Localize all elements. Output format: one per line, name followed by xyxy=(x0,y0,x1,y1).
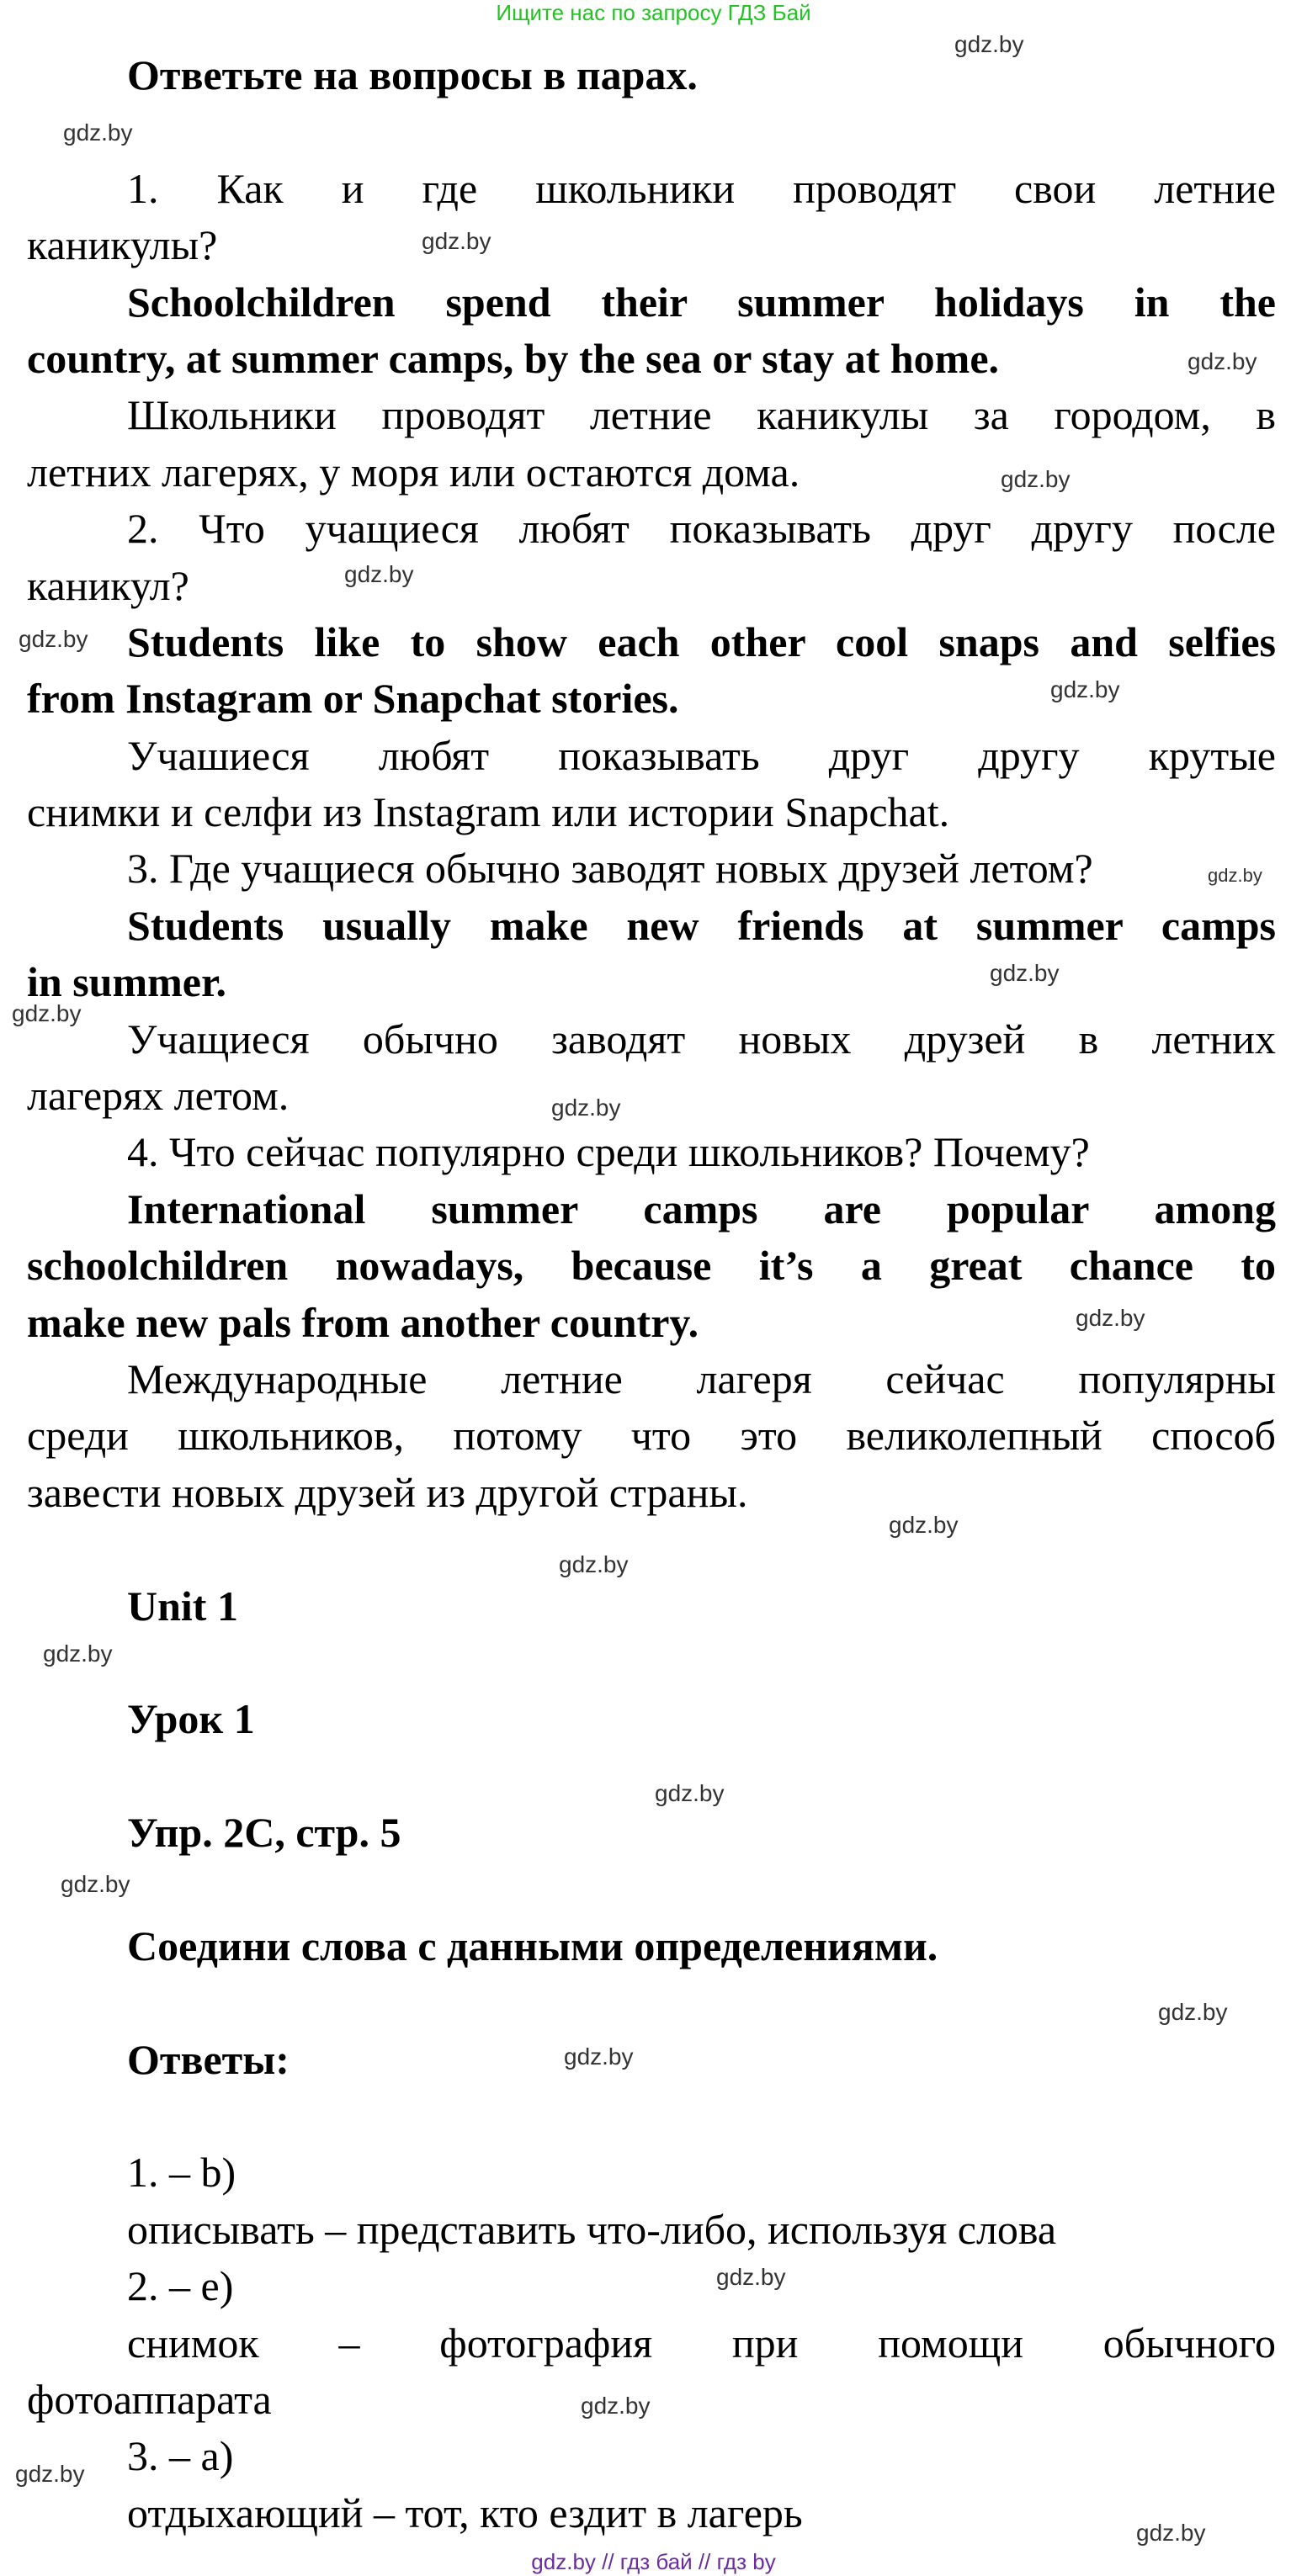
text-line: Упр. 2С, стр. 5 xyxy=(127,1809,401,1857)
watermark: gdz.by xyxy=(1158,1999,1228,2025)
watermark: gdz.by xyxy=(61,1871,130,1897)
text-line: 2. Что учащиеся любят показывать друг другу после xyxy=(127,505,1276,553)
paragraph xyxy=(27,1011,1276,1125)
text-line: фотоаппарата xyxy=(27,2376,272,2424)
text-line: Школьники проводят летние каникулы за городом, в xyxy=(127,391,1276,439)
bold-paragraph xyxy=(27,2032,1276,2088)
blank-line xyxy=(27,1748,1276,1805)
document-body xyxy=(27,47,1276,2542)
paragraph xyxy=(27,387,1276,501)
bold-paragraph xyxy=(27,1805,1276,1861)
paragraph xyxy=(27,501,1276,614)
text-line: Учащиеся обычно заводят новых друзей в летних xyxy=(127,1015,1276,1063)
bold-paragraph xyxy=(27,47,1276,103)
watermark: gdz.by xyxy=(1001,466,1071,492)
blank-line xyxy=(27,1974,1276,2031)
text-line: Международные летние лагеря сейчас популярны xyxy=(127,1354,1276,1402)
blank-line xyxy=(27,1521,1276,1577)
blank-line xyxy=(27,1635,1276,1691)
blank-line xyxy=(27,2088,1276,2144)
paragraph xyxy=(27,2144,1276,2201)
watermark: gdz.by xyxy=(1187,348,1257,374)
watermark: gdz.by xyxy=(12,1000,82,1026)
text-line: 3. – a) xyxy=(127,2432,234,2480)
text-line: Ответьте на вопросы в парах. xyxy=(127,51,698,98)
text-line: каникулы? xyxy=(27,221,218,269)
text-line: Schoolchildren spend their summer holidays in the xyxy=(127,278,1276,326)
watermark: gdz.by xyxy=(564,2043,634,2070)
text-line: лагерях летом. xyxy=(27,1072,290,1120)
text-line: каникул? xyxy=(27,561,189,609)
text-line: country, at summer camps, by the sea or stay at home. xyxy=(27,334,1000,382)
text-line: from Instagram or Snapchat stories. xyxy=(27,675,679,723)
text-line: 1. – b) xyxy=(127,2149,236,2197)
watermark: gdz.by xyxy=(716,2264,786,2290)
paragraph xyxy=(27,2485,1276,2542)
text-line: описывать – представить что-либо, используя слова xyxy=(127,2205,1057,2253)
watermark: gdz.by xyxy=(19,626,88,652)
paragraph xyxy=(27,728,1276,841)
text-line: летних лагерях, у моря или остаются дома. xyxy=(27,448,800,496)
text-line: отдыхающий – тот, кто ездит в лагерь xyxy=(127,2489,803,2536)
watermark: gdz.by xyxy=(551,1095,621,1121)
text-line: завести новых друзей из другой страны. xyxy=(27,1468,748,1516)
paragraph xyxy=(27,1124,1276,1180)
paragraph xyxy=(27,2258,1276,2314)
paragraph xyxy=(27,2202,1276,2258)
text-line: Unit 1 xyxy=(127,1582,238,1630)
watermark: gdz.by xyxy=(43,1640,113,1667)
bold-paragraph xyxy=(27,274,1276,388)
watermark: gdz.by xyxy=(954,31,1024,57)
watermark: gdz.by xyxy=(889,1512,959,1538)
blank-line xyxy=(27,1862,1276,1918)
watermark: gdz.by xyxy=(1050,676,1120,702)
watermark: gdz.by xyxy=(990,960,1060,986)
watermark: gdz.by xyxy=(559,1551,629,1577)
text-line: International summer camps are popular among xyxy=(127,1185,1276,1232)
text-line: in summer. xyxy=(27,958,227,1006)
text-line: Урок 1 xyxy=(127,1695,255,1743)
paragraph xyxy=(27,1351,1276,1521)
watermark: gdz.by xyxy=(422,228,491,254)
watermark: gdz.by xyxy=(581,2393,651,2419)
text-line: 3. Где учащиеся обычно заводят новых друзей летом? xyxy=(127,845,1093,893)
watermark: gdz.by xyxy=(655,1780,725,1806)
text-line: 4. Что сейчас популярно среди школьников? Почему? xyxy=(127,1128,1090,1176)
bold-paragraph xyxy=(27,898,1276,1011)
text-line: 1. Как и где школьники проводят свои летние xyxy=(127,164,1276,212)
paragraph xyxy=(27,2428,1276,2484)
watermark: gdz.by xyxy=(344,561,414,587)
text-line: Students usually make new friends at summer camps xyxy=(127,901,1276,949)
watermark: gdz.by xyxy=(15,2461,85,2487)
text-line: 2. – e) xyxy=(127,2262,234,2310)
paragraph xyxy=(27,840,1276,897)
bold-paragraph xyxy=(27,1918,1276,1974)
text-line: снимки и селфи из Instagram или истории Snapchat. xyxy=(27,788,950,836)
blank-line xyxy=(27,103,1276,160)
bold-paragraph xyxy=(27,614,1276,728)
text-line: среди школьников, потому что это великолепный способ xyxy=(27,1412,1276,1460)
bold-paragraph xyxy=(27,1691,1276,1747)
paragraph xyxy=(27,161,1276,274)
paragraph xyxy=(27,2315,1276,2429)
watermark: gdz.by xyxy=(1208,865,1262,886)
text-line: Учашиеся любят показывать друг другу крутые xyxy=(127,731,1276,779)
text-line: Students like to show each other cool snaps and selfies xyxy=(127,617,1276,665)
watermark: gdz.by xyxy=(1136,2520,1206,2546)
text-line: Соедини слова с данными определениями. xyxy=(127,1921,938,1969)
watermark: gdz.by xyxy=(63,119,133,146)
text-line: make new pals from another country. xyxy=(27,1298,699,1346)
text-line: schoolchildren nowadays, because it’s a great chance to xyxy=(27,1242,1276,1290)
bold-paragraph xyxy=(27,1578,1276,1635)
search-hint-banner: Ищите нас по запросу ГДЗ Бай xyxy=(496,0,811,25)
watermark: gdz.by xyxy=(1076,1305,1145,1331)
footer-links[interactable]: gdz.by // гдз бай // гдз by xyxy=(531,2549,776,2574)
text-line: снимок – фотография при помощи обычного xyxy=(127,2319,1276,2367)
text-line: Ответы: xyxy=(127,2035,290,2083)
